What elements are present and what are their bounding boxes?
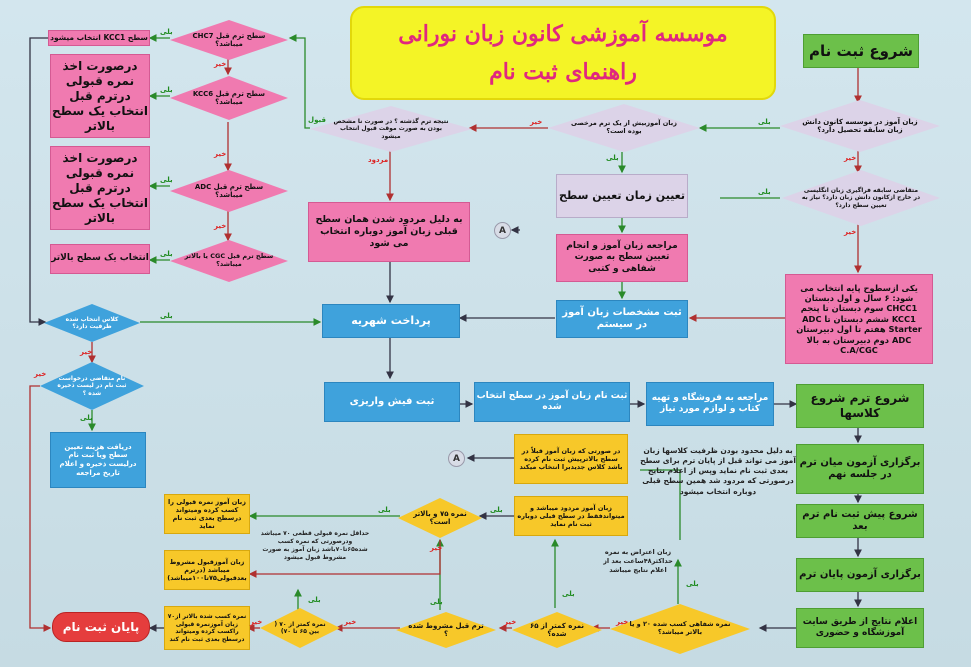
decision-other-institute: [782, 170, 940, 226]
decision-chc7: [170, 20, 288, 60]
label-yes: بلی: [490, 506, 503, 514]
decision-cgc: [170, 240, 288, 282]
decision-prev-result-text: نتیجه ترم گذشته ؟ در صورت نا مشخص بودن به صورت موقت قبول انتخاب میشود: [333, 118, 449, 140]
label-yes: بلی: [562, 590, 575, 598]
schedule-box: تعیین زمان تعیین سطح: [556, 174, 688, 218]
connector-a-bottom: A: [448, 450, 465, 467]
final-exam-box: برگزاری آزمون پایان ترم: [796, 558, 924, 592]
decision-cond-text: ترم قبل مشروط شده ؟: [408, 621, 484, 638]
decision-prev-result: [310, 106, 472, 152]
label-pass: قبول: [308, 116, 326, 124]
label-yes: بلی: [160, 250, 173, 258]
decision-cgc-text: سطح ترم قبل CGC یا بالاتر میباشد؟: [184, 252, 274, 268]
label-yes: بلی: [606, 154, 619, 162]
title-banner: [350, 6, 776, 100]
title-line-2: راهنمای ثبت نام: [489, 59, 637, 85]
decision-adc: [170, 170, 288, 212]
reserve-box: دریافت هزینه تعیین سطح ویا ثبت نام درلیست ذخیره و اعلام تاریخ مراجعه: [50, 432, 146, 488]
prev-fail-box: در صورتی که زبان آموز قبلاً در سطح بالاترپیش ثبت نام کرده باشد کلاس جدیدبرا انتخاب میکند: [514, 434, 628, 484]
failed-repeat-box: به دلیل مردود شدن همان سطح قبلی زبان آموز دوباره انتخاب می شود: [308, 202, 470, 262]
kcc1-box: سطح KCC1 انتخاب میشود: [48, 30, 150, 46]
decision-70: [260, 608, 340, 648]
label-yes: بلی: [758, 188, 771, 196]
books-box: مراجعه به فروشگاه و تهیه کتاب و لوازم مورد نیاز: [646, 382, 774, 426]
label-no: خیر: [530, 118, 543, 126]
end-node: پایان ثبت نام: [52, 612, 150, 642]
decision-chc7-text: سطح ترم قبل CHC7 میباشد؟: [192, 31, 266, 48]
above70-box: نمره کسب شده بالاتر از۷۰ زبان آموزنمره قبولی راکسب کرده ومیتواند درسطح بعدی ثبت نام کند: [164, 606, 250, 650]
label-no: خیر: [214, 150, 227, 158]
label-yes: بلی: [378, 506, 391, 514]
decision-capacity-text: کلاس انتخاب شده ظرفیت دارد؟: [65, 315, 119, 330]
decision-prev-study: [780, 100, 940, 152]
decision-65: [512, 612, 602, 648]
label-no: خیر: [504, 618, 517, 626]
decision-waitlist: [40, 362, 144, 410]
label-no: خیر: [214, 60, 227, 68]
decision-kcc6-text: سطح ترم قبل KCC6 میباشد؟: [192, 89, 266, 106]
label-no: خیر: [344, 618, 357, 626]
label-no: خیر: [214, 222, 227, 230]
decision-adc-text: سطح ترم قبل ADC میباشد؟: [194, 182, 264, 199]
label-yes: بلی: [160, 176, 173, 184]
label-no: خیر: [34, 370, 47, 378]
conditional-box: زبان آموزقبول مشروط میباشد (درترم بعدقبولی۷۵تا۱۰۰میباشد): [164, 550, 250, 590]
prereg-box: شروع پیش ثبت نام ترم بعد: [796, 504, 924, 538]
system-reg-box: ثبت مشخصات زبان آموز در سیستم: [556, 300, 688, 338]
failed-box: زبان آموز مردود میباشد و میتواندفقط در سطح قبلی دوباره ثبت نام نماید: [514, 496, 628, 536]
label-yes: بلی: [160, 28, 173, 36]
label-yes: بلی: [430, 598, 443, 606]
decision-75: [398, 498, 482, 538]
pass-box-2: درصورت اخذ نمره قبولی درترم قبل انتخاب یک سطح بالاتر: [50, 146, 150, 230]
label-no: خیر: [250, 618, 263, 626]
capacity-note: به دلیل محدود بودن ظرفیت کلاسها زبان آموز می تواند قبل از پایان ترم برای سطح بعدی ثبت نام نماید وپس از اعلام نتایج درصورتی که مردود شد همین سطح قبلی دوباره انتخاب میشود: [640, 446, 796, 496]
title-line-1: موسسه آموزشی کانون زبان نورانی: [398, 21, 728, 47]
results-box: اعلام نتایج از طریق سایت آموزشگاه و حضوری: [796, 608, 924, 648]
decision-oral: [610, 604, 750, 654]
decision-cond: [396, 612, 496, 648]
term-start-box: شروع ترم شروع کلاسها: [796, 384, 924, 428]
decision-70-text: نمره کمتر از ۷۰ ( بین ۶۵ تا ۷۰): [274, 620, 326, 635]
label-no: خیر: [430, 544, 443, 552]
pass-rule-note: حداقل نمره قبولی قطعی ۷۰ میباشد ودرصورتی که نمره کسب شده۶۵تا۷۰باشد زبان آموز به صورت مشروط قبول میشود: [260, 530, 370, 562]
decision-prev-study-text: زبان آموز در موسسه کانون دانش زبان سابقه تحصیل دارد؟: [802, 117, 918, 134]
next-level-box: زبان آموز نمره قبولی را کسب کرده ومیتواند درسطح بعدی ثبت نام نماید: [164, 494, 250, 534]
pass-box-1: درصورت اخذ نمره قبولی درترم قبل انتخاب یک سطح بالاتر: [50, 54, 150, 138]
label-yes: بلی: [80, 414, 93, 422]
decision-break: [548, 104, 700, 152]
decision-other-institute-text: متقاضی سابقه فراگیری زبان انگلیسی در خارج ازکانون دانش زبان دارد؟ نیاز به تعیین سطح دارد؟: [801, 187, 921, 209]
label-yes: بلی: [160, 312, 173, 320]
midterm-box: برگزاری آزمون میان ترم در جلسه نهم: [796, 444, 924, 494]
label-yes: بلی: [160, 86, 173, 94]
base-levels-box: یکی ازسطوح پایه انتخاب می شود: ۶ سال و اول دبستان CHCC1 سوم دبستان تا پنجم KCC1 ششم دبستان تا ADC Starter هفتم تا اول دبیرستان ADC دوم دبیرستان به بالا C.A/CGC: [785, 274, 933, 364]
connector-a-top: A: [494, 222, 511, 239]
label-fail: مردود: [368, 156, 389, 164]
decision-break-text: زبان آموزبیش از یک ترم مرخصی بوده است؟: [571, 119, 677, 135]
receipt-box: ثبت فیش واریزی: [324, 382, 460, 422]
decision-waitlist-text: نام متقاضی درخواست ثبت نام در لیست ذخیره شده ؟: [57, 375, 127, 397]
label-no: خیر: [616, 618, 629, 626]
start-node: شروع ثبت نام: [803, 34, 919, 68]
label-no: خیر: [844, 228, 857, 236]
refer-test-box: مراجعه زبان آموز و انجام تعیین سطح به صورت شفاهی و کتبی: [556, 234, 688, 282]
protest-note: زبان اعتراض به نمره حداکثر۴۸ساعت بعد از اعلام نتایج میباشد: [603, 548, 673, 574]
label-no: خیر: [844, 154, 857, 162]
label-no: خیر: [80, 348, 93, 356]
decision-capacity: [44, 304, 140, 342]
pay-box: پرداخت شهریه: [322, 304, 460, 338]
decision-kcc6: [170, 76, 288, 120]
decision-65-text: نمره کمتر از ۶۵ شده؟: [529, 621, 585, 638]
decision-oral-text: نمره شفاهی کسب شده ۲۰ و یا بالاتر میباشد؟: [629, 620, 731, 636]
label-yes: بلی: [758, 118, 771, 126]
reg-level-box: ثبت نام زبان آموز در سطح انتخاب شده: [474, 382, 630, 422]
label-yes: بلی: [686, 580, 699, 588]
one-up-box: انتخاب یک سطح بالاتر: [50, 244, 150, 274]
decision-75-text: نمره ۷۵ و بالاتر است؟: [413, 509, 467, 526]
label-yes: بلی: [308, 596, 321, 604]
